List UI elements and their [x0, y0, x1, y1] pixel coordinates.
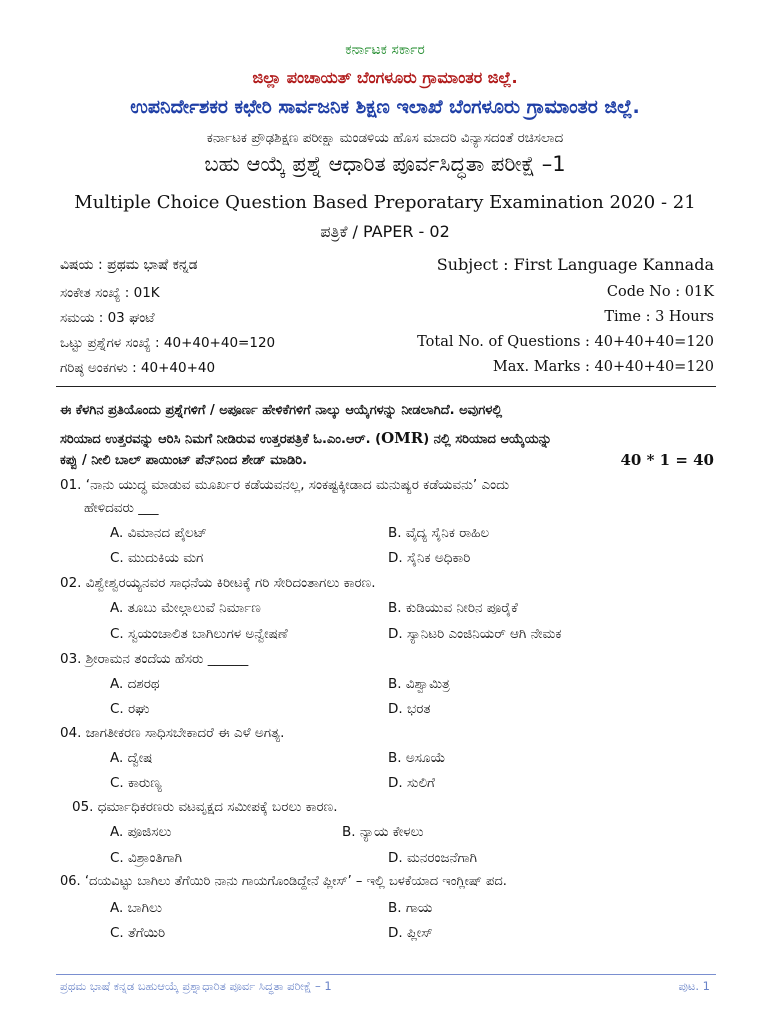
q06-option-a[interactable]: A. ಬಾಗಿಲು: [110, 900, 162, 916]
question-05: 05. ಧರ್ಮಾಧಿಕರಣರು ವಟವೃಕ್ಷದ ಸಮೀಪಕ್ಕೆ ಬರಲು ಕಾರಣ.: [72, 799, 338, 815]
q01-option-d[interactable]: D. ಸೈನಿಕ ಅಧಿಕಾರಿ: [388, 550, 471, 566]
marks-kn: ಗರಿಷ್ಠ ಅಂಕಗಳು : 40+40+40: [60, 360, 216, 376]
q01-option-a[interactable]: A. ವಿಮಾನದ ಪೈಲಟ್: [110, 525, 207, 541]
instruction-line-3: ಕಪ್ಪು / ನೀಲಿ ಬಾಲ್ ಪಾಯಿಂಟ್ ಪೆನ್‌ನಿಂದ ಶೇಡ್ ಮಾಡಿರಿ.: [60, 453, 308, 468]
header-district-panchayat: ಜಿಲ್ಲಾ ಪಂಚಾಯತ್ ಬೆಂಗಳೂರು ಗ್ರಾಮಾಂತರ ಜಿಲ್ಲೆ.: [252, 68, 518, 87]
footer-title: ಪ್ರಥಮ ಭಾಷೆ ಕನ್ನಡ ಬಹುಆಯ್ಕೆ ಪ್ರಶ್ನಾಧಾರಿತ ಪೂರ್ವ ಸಿದ್ಧತಾ ಪರೀಕ್ಷೆ – 1: [60, 979, 332, 993]
marks-formula: 40 * 1 = 40: [620, 451, 714, 469]
instruction-line-1: ಈ ಕೆಳಗಿನ ಪ್ರತಿಯೊಂದು ಪ್ರಶ್ನೆಗಳಿಗೆ / ಅಪೂರ್ಣ ಹೇಳಿಕೆಗಳಿಗೆ ನಾಲ್ಕು ಆಯ್ಕೆಗಳನ್ನು ನೀಡಲಾಗಿದೆ. ಅವುಗಳಲ್ಲಿ: [60, 403, 503, 418]
divider: [56, 386, 716, 387]
header-exam-title-kn: ಬಹು ಆಯ್ಕೆ ಪ್ರಶ್ನೆ ಆಧಾರಿತ ಪೂರ್ವಸಿದ್ಧತಾ ಪರೀಕ್ಷೆ –1: [204, 152, 566, 176]
q01-option-c[interactable]: C. ಮುದುಕಿಯ ಮಗ: [110, 550, 204, 566]
footer-divider: [56, 974, 716, 975]
q04-option-d[interactable]: D. ಸುಲಿಗೆ: [388, 775, 435, 791]
questions-en: Total No. of Questions : 40+40+40=120: [417, 334, 714, 350]
question-06: 06. ‘ದಯವಿಟ್ಟು ಬಾಗಿಲು ತೆಗೆಯಿರಿ ನಾನು ಗಾಯಗೊಂಡಿದ್ದೇನೆ ಪ್ಲೀಸ್’ – ಇಲ್ಲಿ ಬಳಕೆಯಾದ ಇಂಗ್ಲೀಷ್ ಪದ.: [60, 874, 507, 889]
footer-page-number: ಪುಟ. 1: [678, 979, 710, 993]
q04-option-b[interactable]: B. ಅಸೂಯೆ: [388, 750, 446, 766]
question-02: 02. ವಿಶ್ವೇಶ್ವರಯ್ಯನವರ ಸಾಧನೆಯ ಕಿರೀಟಕ್ಕೆ ಗರಿ ಸೇರಿದಂತಾಗಲು ಕಾರಣ.: [60, 575, 376, 591]
header-government: ಕರ್ನಾಟಕ ಸರ್ಕಾರ: [345, 42, 425, 58]
code-en: Code No : 01K: [606, 284, 714, 300]
q02-option-d[interactable]: D. ಸ್ಯಾನಿಟರಿ ಎಂಜಿನಿಯರ್ ಆಗಿ ನೇಮಕ: [388, 626, 562, 642]
q02-option-c[interactable]: C. ಸ್ವಯಂಚಾಲಿತ ಬಾಗಿಲುಗಳ ಅನ್ವೇಷಣೆ: [110, 626, 288, 642]
subject-en: Subject : First Language Kannada: [436, 255, 714, 274]
header-office: ಉಪನಿರ್ದೇಶಕರ ಕಛೇರಿ ಸಾರ್ವಜನಿಕ ಶಿಕ್ಷಣ ಇಲಾಖೆ ಬೆಂಗಳೂರು ಗ್ರಾಮಾಂತರ ಜಿಲ್ಲೆ.: [130, 96, 640, 118]
q05-option-d[interactable]: D. ಮನರಂಜನೆಗಾಗಿ: [388, 850, 478, 866]
header-board-note: ಕರ್ನಾಟಕ ಪ್ರೌಢಶಿಕ್ಷಣ ಪರೀಕ್ಷಾ ಮಂಡಳಿಯ ಹೊಸ ಮಾದರಿ ವಿನ್ಯಾಸದಂತೆ ರಚಿಸಲಾದ: [206, 130, 564, 146]
q02-option-b[interactable]: B. ಕುಡಿಯುವ ನೀರಿನ ಪೂರೈಕೆ: [388, 600, 518, 616]
q05-option-c[interactable]: C. ವಿಶ್ರಾಂತಿಗಾಗಿ: [110, 850, 183, 866]
q03-option-b[interactable]: B. ವಿಶ್ವಾಮಿತ್ರ: [388, 676, 450, 692]
q06-option-b[interactable]: B. ಗಾಯ: [388, 900, 433, 916]
header-exam-title-en: Multiple Choice Question Based Preporatary Examination 2020 - 21: [74, 192, 696, 213]
q06-option-d[interactable]: D. ಪ್ಲೀಸ್: [388, 925, 433, 941]
time-kn: ಸಮಯ : 03 ಘಂಟೆ: [60, 310, 155, 326]
q03-option-c[interactable]: C. ರಘು: [110, 701, 150, 717]
q03-option-d[interactable]: D. ಭರತ: [388, 701, 431, 717]
header-paper: ಪತ್ರಿಕೆ / PAPER - 02: [320, 222, 450, 241]
time-en: Time : 3 Hours: [604, 309, 714, 325]
subject-kn: ವಿಷಯ : ಪ್ರಥಮ ಭಾಷೆ ಕನ್ನಡ: [60, 257, 198, 273]
q05-option-a[interactable]: A. ಪೂಜಿಸಲು: [110, 824, 172, 840]
q02-option-a[interactable]: A. ತೂಬು ಮೇಲ್ಗಾಲುವೆ ನಿರ್ಮಾಣ: [110, 600, 261, 616]
question-01: 01. ‘ನಾನು ಯುದ್ಧ ಮಾಡುವ ಮೂರ್ಖರ ಕಡೆಯವನಲ್ಲ, ಸಂಕಷ್ಟಕ್ಕೀಡಾದ ಮನುಷ್ಯರ ಕಡೆಯವನು’ ಎಂದು: [60, 477, 510, 493]
question-01-cont: ಹೇಳಿದವರು ___: [84, 500, 159, 516]
q03-option-a[interactable]: A. ದಶರಥ: [110, 676, 160, 692]
questions-kn: ಒಟ್ಟು ಪ್ರಶ್ನೆಗಳ ಸಂಖ್ಯೆ : 40+40+40=120: [60, 335, 276, 351]
q06-option-c[interactable]: C. ತೆಗೆಯಿರಿ: [110, 925, 166, 941]
question-03: 03. ಶ್ರೀರಾಮನ ತಂದೆಯ ಹೆಸರು ______: [60, 651, 249, 667]
q04-option-a[interactable]: A. ದ್ವೇಷ: [110, 750, 153, 766]
code-kn: ಸಂಕೇತ ಸಂಖ್ಯೆ : 01K: [60, 285, 160, 301]
marks-en: Max. Marks : 40+40+40=120: [492, 359, 714, 375]
question-04: 04. ಜಾಗತೀಕರಣ ಸಾಧಿಸಬೇಕಾದರೆ ಈ ಎಳೆ ಅಗತ್ಯ.: [60, 725, 285, 741]
q05-option-b[interactable]: B. ನ್ಯಾಯ ಕೇಳಲು: [342, 824, 424, 840]
instruction-line-2: ಸರಿಯಾದ ಉತ್ತರವನ್ನು ಆರಿಸಿ ನಿಮಗೆ ನೀಡಿರುವ ಉತ್ತರಪತ್ರಿಕೆ ಓ.ಎಂ.ಆರ್. (OMR) ನಲ್ಲಿ ಸರಿಯಾದ ಆಯ್ಕೆಯನ್ನು: [60, 429, 552, 447]
q01-option-b[interactable]: B. ವೈದ್ಯ ಸೈನಿಕ ರಾಹಿಲ: [388, 525, 490, 541]
q04-option-c[interactable]: C. ಕಾರುಣ್ಯ: [110, 775, 162, 791]
